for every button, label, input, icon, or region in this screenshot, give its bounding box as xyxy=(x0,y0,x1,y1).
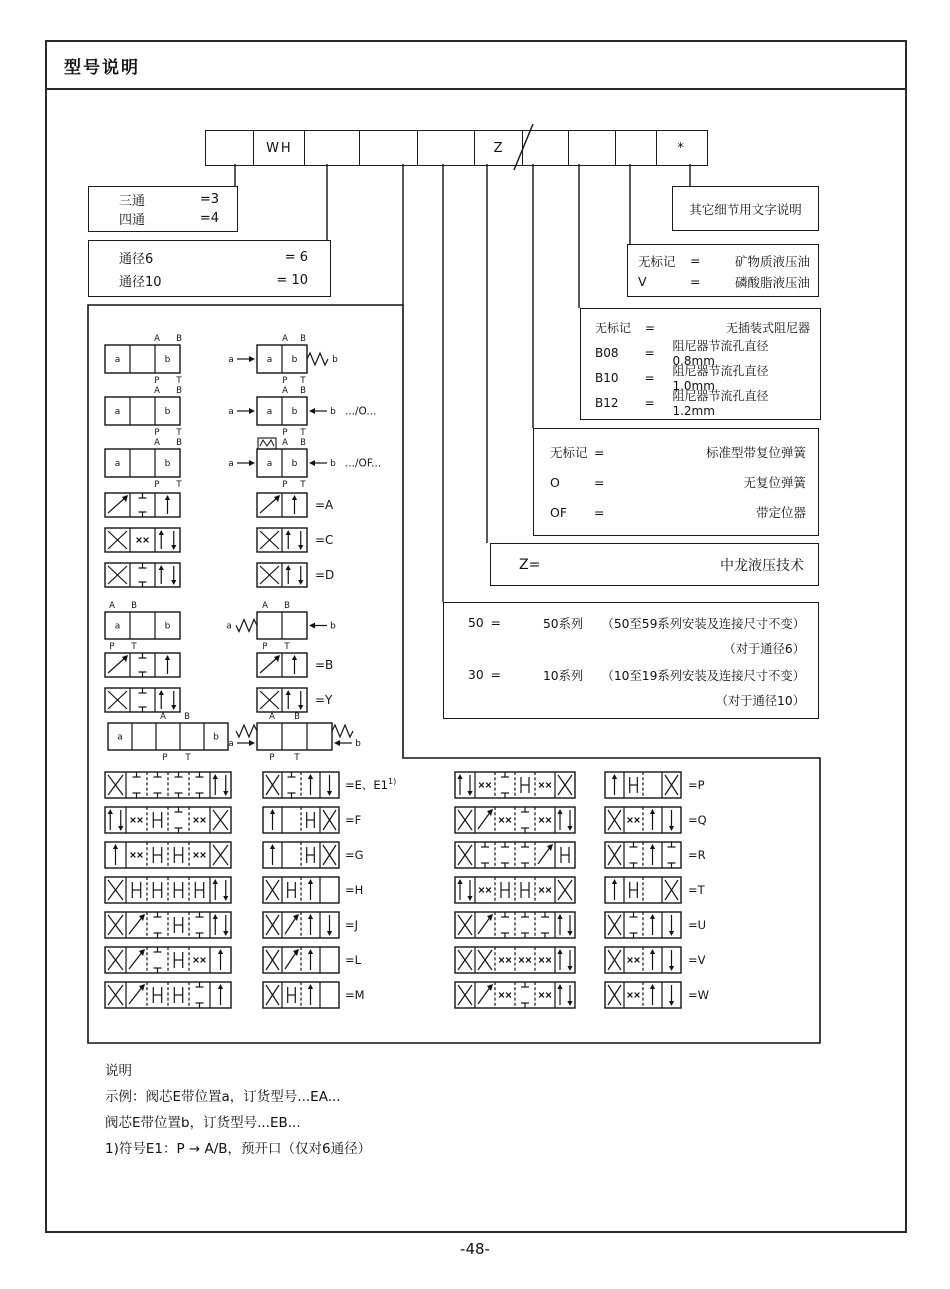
brand-box: Z= 中龙液压技术 xyxy=(490,543,819,586)
svg-text:B: B xyxy=(176,386,182,396)
svg-text:=Q: =Q xyxy=(688,813,707,827)
svg-text:b: b xyxy=(164,355,171,366)
svg-text:=T: =T xyxy=(688,883,705,897)
code-cell xyxy=(304,130,361,166)
svg-text:a: a xyxy=(228,407,234,417)
note-line: 示例：阀芯E带位置a，订货型号...EA... xyxy=(105,1089,341,1105)
svg-text:b: b xyxy=(330,621,336,632)
svg-text:P: P xyxy=(154,376,160,386)
svg-text:a: a xyxy=(114,621,121,632)
page-title: 型号说明 xyxy=(64,57,140,78)
svg-text:b: b xyxy=(332,355,338,365)
model-code-row xyxy=(205,130,708,166)
svg-text:P: P xyxy=(109,642,115,652)
svg-text:=F: =F xyxy=(345,813,362,827)
damper-option-box xyxy=(580,308,821,420)
notes-block xyxy=(105,1058,371,1162)
svg-text:A: A xyxy=(282,438,288,448)
title-bar xyxy=(45,40,907,90)
svg-text:B: B xyxy=(131,601,137,611)
way-type-box xyxy=(88,186,238,232)
svg-text:B: B xyxy=(184,712,190,722)
svg-text:=P: =P xyxy=(688,778,705,792)
spring-option-box xyxy=(533,428,819,536)
fluid-row: 无标记 = 矿物质液压油 xyxy=(638,253,810,269)
svg-text:P: P xyxy=(262,642,268,652)
svg-text:=E、E11): =E、E1$^{1)}$ xyxy=(345,777,397,792)
svg-text:P: P xyxy=(154,428,160,438)
svg-text:a: a xyxy=(266,355,273,366)
series-box: 50 = 50系列 （50至59系列安装及连接尺寸不变） （对于通径6） 30 = 10系列 （10至19系列安装及连接尺寸不变） （对于通径10） xyxy=(443,602,819,719)
size-row: 通径10 = 10 xyxy=(119,273,308,290)
code-cell: Z xyxy=(474,130,524,166)
svg-text:P: P xyxy=(162,753,168,763)
svg-text:=C: =C xyxy=(315,533,334,547)
svg-text:b: b xyxy=(164,621,171,632)
notes-heading: 说明 xyxy=(105,1063,132,1079)
svg-text:A: A xyxy=(282,386,288,396)
size-row: 通径6 = 6 xyxy=(119,250,308,267)
svg-text:b: b xyxy=(291,459,298,470)
code-cell xyxy=(522,130,569,166)
way-row: 四通 =4 xyxy=(119,211,219,228)
code-cell: * xyxy=(656,130,708,166)
svg-text:T: T xyxy=(176,480,182,490)
code-cell xyxy=(568,130,617,166)
svg-text:a: a xyxy=(114,459,121,470)
svg-text:.../OF...: .../OF... xyxy=(345,457,382,470)
svg-text:T: T xyxy=(300,376,306,386)
svg-text:B: B xyxy=(300,438,306,448)
code-cell xyxy=(205,130,255,166)
svg-text:=M: =M xyxy=(345,988,365,1002)
svg-text:a: a xyxy=(228,739,234,749)
code-cell xyxy=(359,130,418,166)
svg-text:P: P xyxy=(154,480,160,490)
svg-text:A: A xyxy=(109,601,115,611)
spring-row: OF = 带定位器 xyxy=(550,504,806,520)
svg-text:a: a xyxy=(228,459,234,469)
svg-text:T: T xyxy=(176,428,182,438)
svg-text:a: a xyxy=(266,459,273,470)
other-details-box: 其它细节用文字说明 xyxy=(672,186,819,231)
svg-text:A: A xyxy=(154,438,160,448)
svg-text:b: b xyxy=(291,407,298,418)
fluid-row: V = 磷酸脂液压油 xyxy=(638,274,810,290)
svg-text:T: T xyxy=(185,753,191,763)
svg-text:a: a xyxy=(226,621,232,632)
spring-row: O = 无复位弹簧 xyxy=(550,474,806,490)
svg-text:a: a xyxy=(117,732,123,743)
svg-text:=J: =J xyxy=(345,918,359,932)
svg-text:a: a xyxy=(114,355,121,366)
svg-text:b: b xyxy=(355,739,361,749)
way-row: 三通 =3 xyxy=(119,192,219,209)
svg-text:=Y: =Y xyxy=(315,693,333,707)
svg-text:B: B xyxy=(300,386,306,396)
svg-text:=H: =H xyxy=(345,883,364,897)
svg-text:b: b xyxy=(213,732,219,743)
svg-text:a: a xyxy=(228,355,234,365)
svg-text:a: a xyxy=(114,407,121,418)
series-row: 50 = 50系列 （50至59系列安装及连接尺寸不变） xyxy=(468,616,805,631)
damper-row: B08 = 阻尼器节流孔直径0.8mm xyxy=(595,339,769,368)
svg-text:P: P xyxy=(282,428,288,438)
svg-text:b: b xyxy=(330,407,336,417)
svg-text:.../O...: .../O... xyxy=(345,405,377,418)
code-cell xyxy=(615,130,657,166)
svg-text:T: T xyxy=(284,642,290,652)
svg-text:b: b xyxy=(291,355,298,366)
svg-text:P: P xyxy=(269,753,275,763)
svg-text:A: A xyxy=(269,712,275,722)
svg-text:T: T xyxy=(294,753,300,763)
damper-row: B10 = 阻尼器节流孔直径1.0mm xyxy=(595,364,769,393)
svg-text:b: b xyxy=(164,459,171,470)
svg-text:T: T xyxy=(176,376,182,386)
note-line: 阀芯E带位置b，订货型号...EB... xyxy=(105,1115,301,1131)
svg-text:b: b xyxy=(164,407,171,418)
svg-text:P: P xyxy=(282,376,288,386)
svg-text:B: B xyxy=(294,712,300,722)
svg-text:T: T xyxy=(300,428,306,438)
svg-text:A: A xyxy=(154,334,160,344)
svg-text:=A: =A xyxy=(315,498,334,512)
svg-text:T: T xyxy=(131,642,137,652)
page-number: -48- xyxy=(460,1240,490,1258)
svg-text:=D: =D xyxy=(315,568,335,582)
nominal-size-box xyxy=(88,240,331,297)
svg-text:P: P xyxy=(282,480,288,490)
svg-text:B: B xyxy=(300,334,306,344)
svg-text:=W: =W xyxy=(688,988,710,1002)
svg-text:a: a xyxy=(266,407,273,418)
series-row: 30 = 10系列 （10至19系列安装及连接尺寸不变） xyxy=(468,668,805,683)
spring-row: 无标记 = 标准型带复位弹簧 xyxy=(550,444,806,460)
svg-text:B: B xyxy=(176,438,182,448)
svg-text:=V: =V xyxy=(688,953,706,967)
svg-text:A: A xyxy=(262,601,268,611)
svg-text:B: B xyxy=(284,601,290,611)
svg-text:=G: =G xyxy=(345,848,364,862)
svg-text:b: b xyxy=(330,459,336,469)
svg-text:B: B xyxy=(176,334,182,344)
damper-row: B12 = 阻尼器节流孔直径1.2mm xyxy=(595,389,769,418)
svg-text:=B: =B xyxy=(315,658,334,672)
svg-text:=U: =U xyxy=(688,918,707,932)
svg-text:=L: =L xyxy=(345,953,362,967)
code-cell xyxy=(417,130,476,166)
note-line: 1)符号E1：P → A/B，预开口（仅对6通径） xyxy=(105,1141,372,1157)
svg-text:A: A xyxy=(154,386,160,396)
code-cell: WH xyxy=(253,130,305,166)
damper-row: 无标记 = 无插装式阻尼器 xyxy=(595,320,810,335)
fluid-type-box xyxy=(627,244,819,297)
svg-text:=R: =R xyxy=(688,848,706,862)
svg-text:T: T xyxy=(300,480,306,490)
svg-text:A: A xyxy=(282,334,288,344)
svg-text:A: A xyxy=(160,712,166,722)
